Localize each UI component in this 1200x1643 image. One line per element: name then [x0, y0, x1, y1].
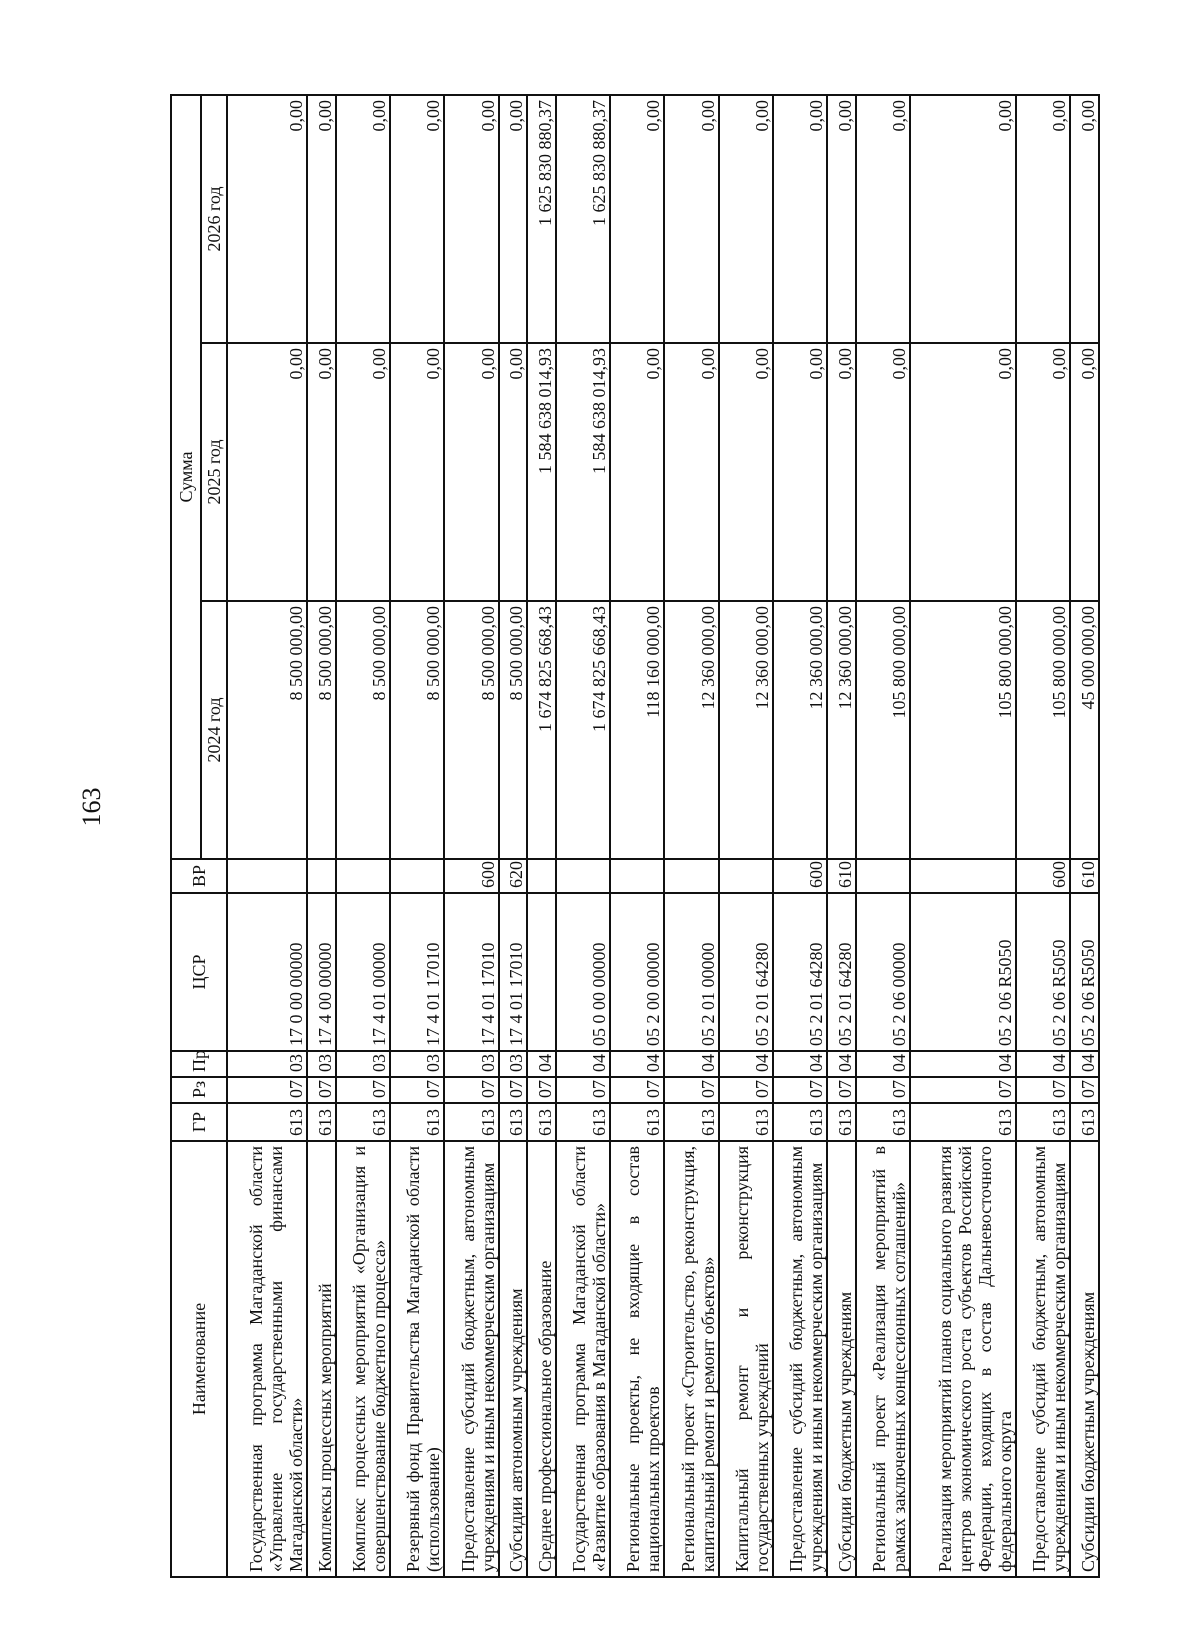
- row-pr: 04: [610, 1051, 664, 1077]
- row-sum-2024: 105 800 000,00: [856, 601, 910, 859]
- row-csr: 17 4 01 17010: [444, 893, 498, 1051]
- row-name: Государственная программа Магаданской области «Управление государственными финансами Магаданской области»: [227, 1141, 307, 1577]
- row-sum-2026: 0,00: [610, 95, 664, 343]
- row-vr: [527, 859, 555, 893]
- row-sum-2026: 1 625 830 880,37: [556, 95, 610, 343]
- row-sum-2026: 0,00: [307, 95, 335, 343]
- header-sum: Сумма: [171, 95, 201, 859]
- row-sum-2025: 0,00: [610, 343, 664, 601]
- row-gr: 613: [556, 1103, 610, 1141]
- row-gr: 613: [336, 1103, 390, 1141]
- table-row: [227, 95, 307, 1577]
- row-sum-2026: 0,00: [444, 95, 498, 343]
- row-sum-2024: 105 800 000,00: [1016, 601, 1070, 859]
- row-name: Капитальный ремонт и реконструкция государственных учреждений: [719, 1141, 773, 1577]
- row-name: Комплексы процессных мероприятий: [307, 1141, 335, 1577]
- row-sum-2024: 8 500 000,00: [499, 601, 527, 859]
- row-name: Предоставление субсидий бюджетным, автономным учреждениям и иным некоммерческим организациям: [773, 1141, 827, 1577]
- row-sum-2024: 1 674 825 668,43: [556, 601, 610, 859]
- header-vr: ВР: [171, 859, 227, 893]
- row-rz: 07: [910, 1077, 1016, 1103]
- row-sum-2026: 0,00: [773, 95, 827, 343]
- row-sum-2025: 0,00: [773, 343, 827, 601]
- table-row: [336, 95, 390, 1577]
- table-row: [1070, 95, 1099, 1577]
- row-sum-2025: 0,00: [1070, 343, 1099, 601]
- row-rz: 07: [227, 1077, 307, 1103]
- row-sum-2025: 0,00: [227, 343, 307, 601]
- header-row: [171, 95, 201, 1577]
- row-gr: 613: [856, 1103, 910, 1141]
- row-sum-2025: 0,00: [719, 343, 773, 601]
- row-sum-2024: 8 500 000,00: [444, 601, 498, 859]
- row-sum-2026: 0,00: [910, 95, 1016, 343]
- row-vr: [336, 859, 390, 893]
- row-rz: 07: [307, 1077, 335, 1103]
- row-sum-2026: 0,00: [390, 95, 444, 343]
- header-2025: 2025 год: [201, 343, 227, 601]
- table-row: [556, 95, 610, 1577]
- row-rz: 07: [610, 1077, 664, 1103]
- row-gr: 613: [527, 1103, 555, 1141]
- rotated-table-container: [170, 96, 1100, 1578]
- row-vr: 610: [1070, 859, 1099, 893]
- row-pr: 04: [556, 1051, 610, 1077]
- row-gr: 613: [390, 1103, 444, 1141]
- row-vr: 600: [773, 859, 827, 893]
- header-gr: ГР: [171, 1103, 227, 1141]
- row-sum-2024: 45 000 000,00: [1070, 601, 1099, 859]
- row-sum-2024: 12 360 000,00: [719, 601, 773, 859]
- row-vr: 600: [1016, 859, 1070, 893]
- row-sum-2024: 8 500 000,00: [390, 601, 444, 859]
- row-name: Комплекс процессных мероприятий «Организация и совершенствование бюджетного процесса»: [336, 1141, 390, 1577]
- row-rz: 07: [527, 1077, 555, 1103]
- row-vr: 620: [499, 859, 527, 893]
- row-sum-2025: 0,00: [336, 343, 390, 601]
- row-sum-2025: 0,00: [827, 343, 855, 601]
- row-csr: 05 2 01 64280: [827, 893, 855, 1051]
- table-row: [390, 95, 444, 1577]
- row-rz: 07: [664, 1077, 718, 1103]
- row-rz: 07: [856, 1077, 910, 1103]
- row-sum-2025: 1 584 638 014,93: [527, 343, 555, 601]
- row-gr: 613: [664, 1103, 718, 1141]
- header-2026: 2026 год: [201, 95, 227, 343]
- row-rz: 07: [499, 1077, 527, 1103]
- row-gr: 613: [773, 1103, 827, 1141]
- row-sum-2025: 0,00: [664, 343, 718, 601]
- table-row: [527, 95, 555, 1577]
- row-gr: 613: [827, 1103, 855, 1141]
- table-row: [444, 95, 498, 1577]
- table-row: [773, 95, 827, 1577]
- row-name: Субсидии автономным учреждениям: [499, 1141, 527, 1577]
- row-csr: [527, 893, 555, 1051]
- row-rz: 07: [1070, 1077, 1099, 1103]
- row-csr: 17 4 01 17010: [499, 893, 527, 1051]
- row-vr: [307, 859, 335, 893]
- row-sum-2024: 12 360 000,00: [664, 601, 718, 859]
- row-sum-2026: 0,00: [227, 95, 307, 343]
- row-sum-2026: 0,00: [827, 95, 855, 343]
- row-sum-2025: 0,00: [910, 343, 1016, 601]
- row-gr: 613: [1070, 1103, 1099, 1141]
- header-rz: Рз: [171, 1077, 227, 1103]
- row-pr: 04: [719, 1051, 773, 1077]
- row-name: Субсидии бюджетным учреждениям: [827, 1141, 855, 1577]
- row-sum-2025: 0,00: [444, 343, 498, 601]
- row-sum-2026: 0,00: [1016, 95, 1070, 343]
- row-sum-2024: 12 360 000,00: [773, 601, 827, 859]
- table-row: [664, 95, 718, 1577]
- table-row: [910, 95, 1016, 1577]
- budget-table: [170, 94, 1100, 1578]
- row-sum-2024: 8 500 000,00: [336, 601, 390, 859]
- row-gr: 613: [444, 1103, 498, 1141]
- row-vr: [227, 859, 307, 893]
- header-name: Наименование: [171, 1141, 227, 1577]
- row-pr: 03: [227, 1051, 307, 1077]
- row-sum-2024: 8 500 000,00: [227, 601, 307, 859]
- row-sum-2025: 0,00: [856, 343, 910, 601]
- row-name: Реализация мероприятий планов социального развития центров экономического роста субъектов Российской Федерации, входящих в состав Дальневосточного федерального округа: [910, 1141, 1016, 1577]
- row-sum-2024: 1 674 825 668,43: [527, 601, 555, 859]
- row-sum-2024: 8 500 000,00: [307, 601, 335, 859]
- row-pr: 03: [336, 1051, 390, 1077]
- row-gr: 613: [499, 1103, 527, 1141]
- row-csr: 17 0 00 00000: [227, 893, 307, 1051]
- row-gr: 613: [307, 1103, 335, 1141]
- row-sum-2025: 0,00: [307, 343, 335, 601]
- row-pr: 04: [664, 1051, 718, 1077]
- page-number: 163: [77, 787, 106, 827]
- row-name: Региональный проект «Реализация мероприятий в рамках заключенных концессионных соглашений»: [856, 1141, 910, 1577]
- header-2024: 2024 год: [201, 601, 227, 859]
- row-name: Предоставление субсидий бюджетным, автономным учреждениям и иным некоммерческим организациям: [1016, 1141, 1070, 1577]
- row-name: Региональный проект «Строительство, реконструкция, капитальный ремонт и ремонт объектов»: [664, 1141, 718, 1577]
- row-sum-2026: 0,00: [856, 95, 910, 343]
- row-gr: 613: [910, 1103, 1016, 1141]
- row-csr: 17 4 00 00000: [307, 893, 335, 1051]
- row-vr: 610: [827, 859, 855, 893]
- row-csr: 05 2 06 00000: [856, 893, 910, 1051]
- row-rz: 07: [444, 1077, 498, 1103]
- row-rz: 07: [556, 1077, 610, 1103]
- row-sum-2026: 0,00: [719, 95, 773, 343]
- row-pr: 04: [827, 1051, 855, 1077]
- row-vr: [390, 859, 444, 893]
- table-row: [827, 95, 855, 1577]
- table-row: [499, 95, 527, 1577]
- row-pr: 04: [910, 1051, 1016, 1077]
- row-pr: 04: [1070, 1051, 1099, 1077]
- header-csr: ЦСР: [171, 893, 227, 1051]
- row-pr: 04: [773, 1051, 827, 1077]
- row-pr: 03: [307, 1051, 335, 1077]
- row-vr: 600: [444, 859, 498, 893]
- row-name: Среднее профессиональное образование: [527, 1141, 555, 1577]
- table-row: [856, 95, 910, 1577]
- row-sum-2026: 1 625 830 880,37: [527, 95, 555, 343]
- row-vr: [610, 859, 664, 893]
- row-rz: 07: [390, 1077, 444, 1103]
- row-csr: 05 0 00 00000: [556, 893, 610, 1051]
- row-csr: 05 2 00 00000: [610, 893, 664, 1051]
- row-vr: [556, 859, 610, 893]
- row-vr: [910, 859, 1016, 893]
- row-sum-2025: 0,00: [1016, 343, 1070, 601]
- row-sum-2025: 0,00: [499, 343, 527, 601]
- row-sum-2025: 0,00: [390, 343, 444, 601]
- row-csr: 05 2 01 00000: [664, 893, 718, 1051]
- row-vr: [856, 859, 910, 893]
- row-rz: 07: [773, 1077, 827, 1103]
- row-name: Государственная программа Магаданской области «Развитие образования в Магаданской области»: [556, 1141, 610, 1577]
- row-gr: 613: [719, 1103, 773, 1141]
- row-name: Резервный фонд Правительства Магаданской области (использование): [390, 1141, 444, 1577]
- row-rz: 07: [1016, 1077, 1070, 1103]
- row-gr: 613: [610, 1103, 664, 1141]
- row-pr: 04: [527, 1051, 555, 1077]
- row-vr: [664, 859, 718, 893]
- row-pr: 04: [1016, 1051, 1070, 1077]
- row-pr: 03: [390, 1051, 444, 1077]
- row-name: Региональные проекты, не входящие в состав национальных проектов: [610, 1141, 664, 1577]
- row-csr: 05 2 06 R5050: [910, 893, 1016, 1051]
- row-sum-2024: 105 800 000,00: [910, 601, 1016, 859]
- row-rz: 07: [827, 1077, 855, 1103]
- table-body: [227, 95, 1099, 1577]
- row-pr: 03: [444, 1051, 498, 1077]
- row-csr: 05 2 01 64280: [773, 893, 827, 1051]
- row-pr: 03: [499, 1051, 527, 1077]
- row-pr: 04: [856, 1051, 910, 1077]
- row-sum-2024: 118 160 000,00: [610, 601, 664, 859]
- row-rz: 07: [336, 1077, 390, 1103]
- row-name: Субсидии бюджетным учреждениям: [1070, 1141, 1099, 1577]
- row-vr: [719, 859, 773, 893]
- row-csr: 05 2 06 R5050: [1016, 893, 1070, 1051]
- row-csr: 17 4 01 00000: [336, 893, 390, 1051]
- table-row: [610, 95, 664, 1577]
- table-row: [1016, 95, 1070, 1577]
- row-csr: 05 2 06 R5050: [1070, 893, 1099, 1051]
- table-row: [307, 95, 335, 1577]
- row-sum-2025: 1 584 638 014,93: [556, 343, 610, 601]
- header-pr: Пр: [171, 1051, 227, 1077]
- row-sum-2026: 0,00: [664, 95, 718, 343]
- row-gr: 613: [227, 1103, 307, 1141]
- row-gr: 613: [1016, 1103, 1070, 1141]
- table-row: [719, 95, 773, 1577]
- row-sum-2026: 0,00: [336, 95, 390, 343]
- row-name: Предоставление субсидий бюджетным, автономным учреждениям и иным некоммерческим организациям: [444, 1141, 498, 1577]
- row-csr: 17 4 01 17010: [390, 893, 444, 1051]
- row-rz: 07: [719, 1077, 773, 1103]
- row-csr: 05 2 01 64280: [719, 893, 773, 1051]
- row-sum-2026: 0,00: [499, 95, 527, 343]
- row-sum-2026: 0,00: [1070, 95, 1099, 343]
- row-sum-2024: 12 360 000,00: [827, 601, 855, 859]
